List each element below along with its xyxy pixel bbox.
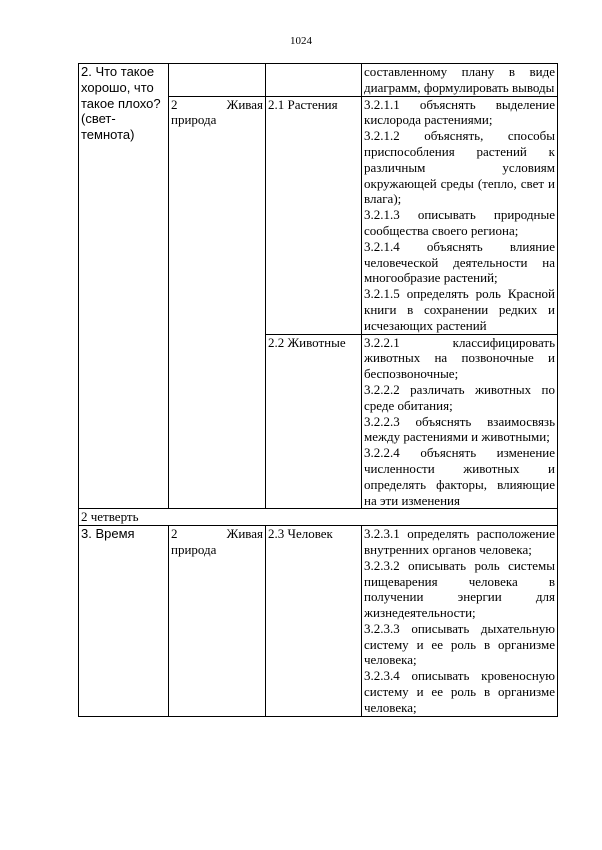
objective-item: 3.2.3.4 описывать кровеносную систему и ее роль в организме человека;: [364, 668, 555, 715]
objective-item: 3.2.1.2 объяснять, способы приспособления растений к различным условиям окружающей среды (тепло, свет и влага);: [364, 128, 555, 207]
table-row-continuation: [79, 64, 558, 97]
subtopic-cell: [266, 526, 362, 717]
section-cell: [79, 64, 169, 509]
objective-text: составленному плану в виде диаграмм, формулировать выводы: [364, 64, 555, 95]
objective-item: 3.2.2.1 классифицировать животных на позвоночные и беспозвоночные;: [364, 334, 555, 382]
table-row-quarter: [79, 509, 558, 526]
objective-item: 3.2.3.2 описывать роль системы пищеварения человека в получении энергии для жизнедеятельности;: [364, 557, 555, 621]
section-cell: [79, 526, 169, 717]
curriculum-table: [78, 63, 558, 717]
objective-item: 3.2.3.3 описывать дыхательную систему и ее роль в организме человека;: [364, 620, 555, 668]
objective-item: 3.2.1.4 объяснять влияние человеческой деятельности на многообразие растений;: [364, 238, 555, 286]
objectives-cell: [362, 334, 558, 509]
section-title: 2. Что такое хорошо, что такое плохо? (свет-темнота): [81, 64, 161, 143]
objectives-cell: [362, 96, 558, 334]
subtopic-cell: [266, 96, 362, 334]
objective-item: 3.2.1.1 объяснять выделение кислорода растениями;: [364, 96, 555, 128]
objectives-cell: [362, 526, 558, 717]
subtopic-text: 2.3 Человек: [268, 526, 333, 542]
subtopic-text: 2.2 Животные: [268, 334, 346, 350]
subtopic-cell-empty: [266, 64, 362, 97]
objective-item: 3.2.3.1 определять расположение внутренних органов человека;: [364, 526, 555, 557]
topic-text: 2 Живая природа: [171, 96, 263, 128]
subtopic-text: 2.1 Растения: [268, 96, 338, 112]
table-row-human: [79, 526, 558, 717]
objective-item: 3.2.1.3 описывать природные сообщества своего региона;: [364, 207, 555, 238]
topic-cell-empty: [169, 64, 266, 97]
objective-item: 3.2.2.2 различать животных по среде обитания;: [364, 381, 555, 413]
quarter-cell: [79, 509, 558, 526]
objective-item: 3.2.1.5 определять роль Красной книги в сохранении редких и исчезающих растений: [364, 286, 555, 333]
subtopic-cell: [266, 334, 362, 509]
section-title: 3. Время: [81, 526, 135, 542]
topic-cell: [169, 96, 266, 509]
objective-item: 3.2.2.3 объяснять взаимосвязь между растениями и животными;: [364, 413, 555, 445]
topic-text: 2 Живая природа: [171, 526, 263, 557]
page-number: 1024: [290, 35, 312, 47]
objective-item: 3.2.2.4 объяснять изменение численности животных и определять факторы, влияющие на эти изменения: [364, 445, 555, 508]
topic-cell: [169, 526, 266, 717]
quarter-label: 2 четверть: [81, 509, 139, 525]
objectives-cell: [362, 64, 558, 97]
